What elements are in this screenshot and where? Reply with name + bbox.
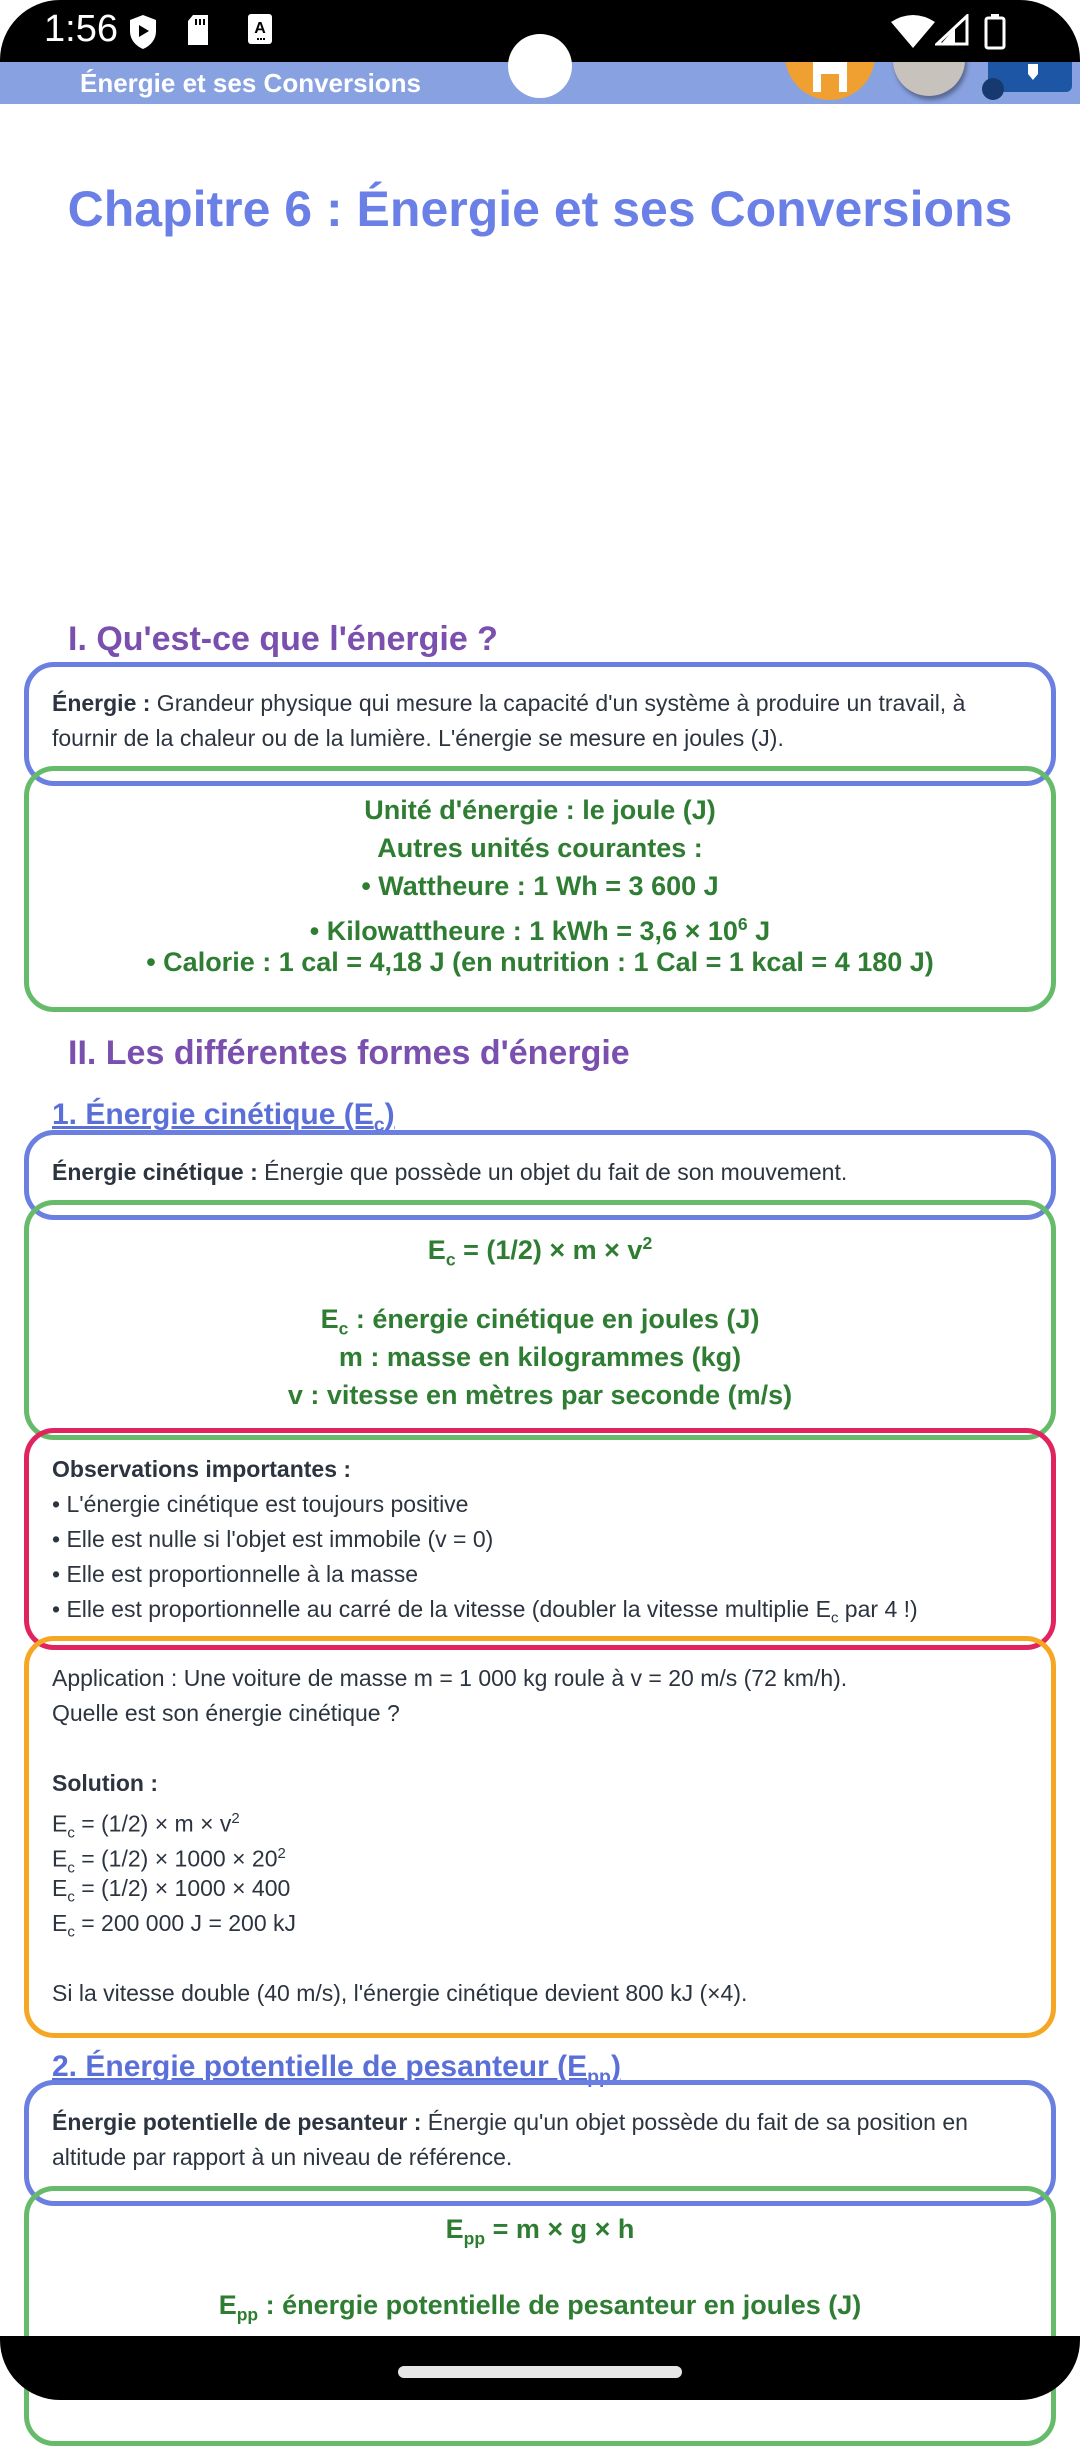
step-subscript: c — [67, 1888, 75, 1906]
observation-item: • Elle est nulle si l'objet est immobile (v = 0) — [52, 1526, 494, 1552]
heading-subscript: pp — [587, 2066, 611, 2088]
legend-text: : énergie cinétique en joules (J) — [348, 1304, 760, 1334]
heading-close: ) — [384, 1098, 395, 1131]
formula-symbol: E — [445, 2214, 464, 2244]
camera-cutout — [508, 34, 572, 98]
application-statement: Application : Une voiture de masse m = 1 000 kg roule à v = 20 m/s (72 km/h). — [52, 1665, 848, 1691]
legend-symbol: E — [320, 1304, 339, 1334]
legend-subscript: c — [338, 1318, 349, 1339]
observation-text: • Elle est proportionnelle au carré de la vitesse (doubler la vitesse multiplie E — [52, 1596, 831, 1622]
legend-text: : énergie potentielle de pesanteur en joules (J) — [258, 2290, 862, 2320]
observations-title: Observations importantes : — [52, 1456, 352, 1482]
observation-item: • Elle est proportionnelle à la masse — [52, 1561, 419, 1587]
units-line: Autres unités courantes : — [377, 833, 703, 863]
menu-badge — [982, 78, 1004, 100]
units-line: • Calorie : 1 cal = 4,18 J (en nutrition : 1 Cal = 1 kcal = 4 180 J) — [146, 947, 934, 977]
svg-text:A: A — [254, 20, 266, 37]
step-rhs: = (1/2) × 1000 × 20 — [74, 1845, 278, 1872]
step-rhs: = (1/2) × 1000 × 400 — [74, 1875, 291, 1901]
wifi-icon — [890, 14, 936, 48]
font-a-icon — [248, 14, 272, 44]
heading-close: ) — [610, 2050, 621, 2083]
observation-item — [52, 1592, 918, 1636]
step-rhs: = 200 000 J = 200 kJ — [74, 1910, 297, 1936]
home-gesture-handle[interactable] — [398, 2366, 682, 2378]
formula-legend — [24, 2286, 1056, 2333]
battery-icon — [984, 14, 1006, 50]
observation-subscript: c — [830, 1609, 839, 1627]
step-symbol: E — [52, 1875, 68, 1901]
step-symbol: E — [52, 1910, 68, 1936]
section-heading: I. Qu'est-ce que l'énergie ? — [68, 620, 498, 658]
formula-legend: v : vitesse en mètres par seconde (m/s) — [287, 1380, 793, 1410]
formula-symbol: E — [427, 1235, 446, 1265]
formula-epp — [24, 2210, 1056, 2257]
definition-energie — [52, 686, 1032, 756]
application-question: Quelle est son énergie cinétique ? — [52, 1700, 400, 1726]
formula-subscript: pp — [463, 2228, 486, 2249]
definition-epp — [52, 2105, 1032, 2175]
units-kwh-unit: J — [747, 916, 771, 946]
status-time: 1:56 — [44, 8, 118, 50]
legend-symbol: E — [218, 2290, 237, 2320]
definition-text: Énergie qu'un objet possède du fait de sa position en altitude par rapport à un niveau de référence. — [52, 2109, 968, 2170]
navigation-bar — [0, 2336, 1080, 2400]
units-kwh-text: • Kilowattheure : 1 kWh = 3,6 × 10 — [309, 916, 738, 946]
definition-ec — [52, 1155, 1032, 1190]
step-rhs: = (1/2) × m × v — [74, 1810, 232, 1837]
app-bar-title: Énergie et ses Conversions — [80, 68, 422, 98]
units-kwh-exponent: 6 — [737, 914, 748, 934]
formula-ec — [24, 1224, 1056, 1278]
step-symbol: E — [52, 1845, 68, 1872]
solution-step — [52, 1906, 296, 1950]
formula-rhs: = m × g × h — [485, 2214, 635, 2244]
step-symbol: E — [52, 1810, 68, 1837]
formula-rhs: = (1/2) × m × v — [455, 1235, 643, 1265]
legend-subscript: pp — [236, 2304, 259, 2325]
page-title: Chapitre 6 : Énergie et ses Conversions — [67, 181, 1013, 237]
step-exponent: 2 — [277, 1845, 286, 1862]
application-conclusion: Si la vitesse double (40 m/s), l'énergie cinétique devient 800 kJ (×4). — [52, 1980, 748, 2006]
definition-term: Énergie cinétique : — [52, 1159, 258, 1185]
step-subscript: c — [67, 1824, 75, 1842]
definition-text: Grandeur physique qui mesure la capacité d'un système à produire un travail, à fournir de la chaleur ou de la lumière. L'énergie se mesure en joules (J). — [52, 690, 966, 751]
section-heading: II. Les différentes formes d'énergie — [68, 1034, 630, 1072]
formula-subscript: c — [445, 1249, 456, 1270]
definition-term: Énergie : — [52, 690, 151, 716]
observation-end: par 4 !) — [838, 1596, 918, 1622]
play-protect-icon — [128, 14, 158, 50]
heading-subscript: c — [373, 1114, 385, 1136]
definition-text: Énergie que possède un objet du fait de son mouvement. — [257, 1159, 848, 1185]
units-line: Unité d'énergie : le joule (J) — [364, 795, 716, 825]
heading-text: 1. Énergie cinétique (E — [52, 1098, 374, 1131]
step-subscript: c — [67, 1859, 75, 1877]
formula-exponent: 2 — [642, 1233, 653, 1253]
signal-icon — [935, 14, 969, 46]
heading-text: 2. Énergie potentielle de pesanteur (E — [52, 2050, 588, 2083]
observation-item: • L'énergie cinétique est toujours positive — [52, 1491, 469, 1517]
units-line: • Wattheure : 1 Wh = 3 600 J — [361, 871, 719, 901]
solution-title: Solution : — [52, 1770, 159, 1796]
step-subscript: c — [67, 1923, 75, 1941]
formula-legend: m : masse en kilogrammes (kg) — [338, 1342, 742, 1372]
definition-term: Énergie potentielle de pesanteur : — [52, 2109, 422, 2135]
step-exponent: 2 — [231, 1810, 240, 1827]
sd-card-icon — [186, 14, 210, 46]
